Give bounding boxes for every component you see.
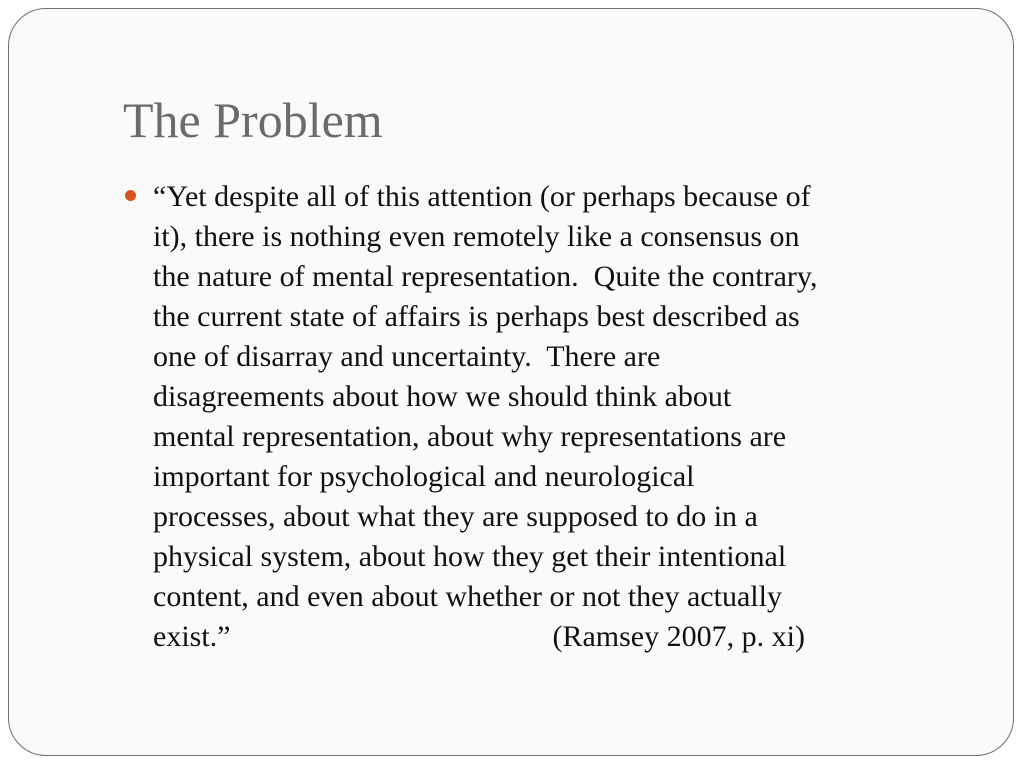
quote-line: disagreements about how we should think about [153,380,732,413]
quote-line: “Yet despite all of this attention (or perhaps because of [153,180,811,213]
quote-line: processes, about what they are supposed to do in a [153,500,758,533]
quote-line: content, and even about whether or not they actually [153,580,782,613]
quote-last-line [153,617,817,657]
quote-line: the nature of mental representation. Quite the contrary, [153,260,818,293]
quote-block [153,177,817,657]
quote-line: important for psychological and neurological [153,460,695,493]
quote-line: one of disarray and uncertainty. There are [153,340,661,373]
bullet-dot-icon [125,190,136,201]
quote-line: mental representation, about why representations are [153,420,787,453]
slide-frame [8,8,1014,756]
quote-line: physical system, about how they get their intentional [153,540,787,573]
quote-line: the current state of affairs is perhaps best described as [153,300,800,333]
quote-line: it), there is nothing even remotely like a consensus on [153,220,800,253]
slide-title: The Problem [123,92,383,148]
quote-end-text: exist.” [153,620,231,653]
citation: (Ramsey 2007, p. xi) [552,620,805,653]
